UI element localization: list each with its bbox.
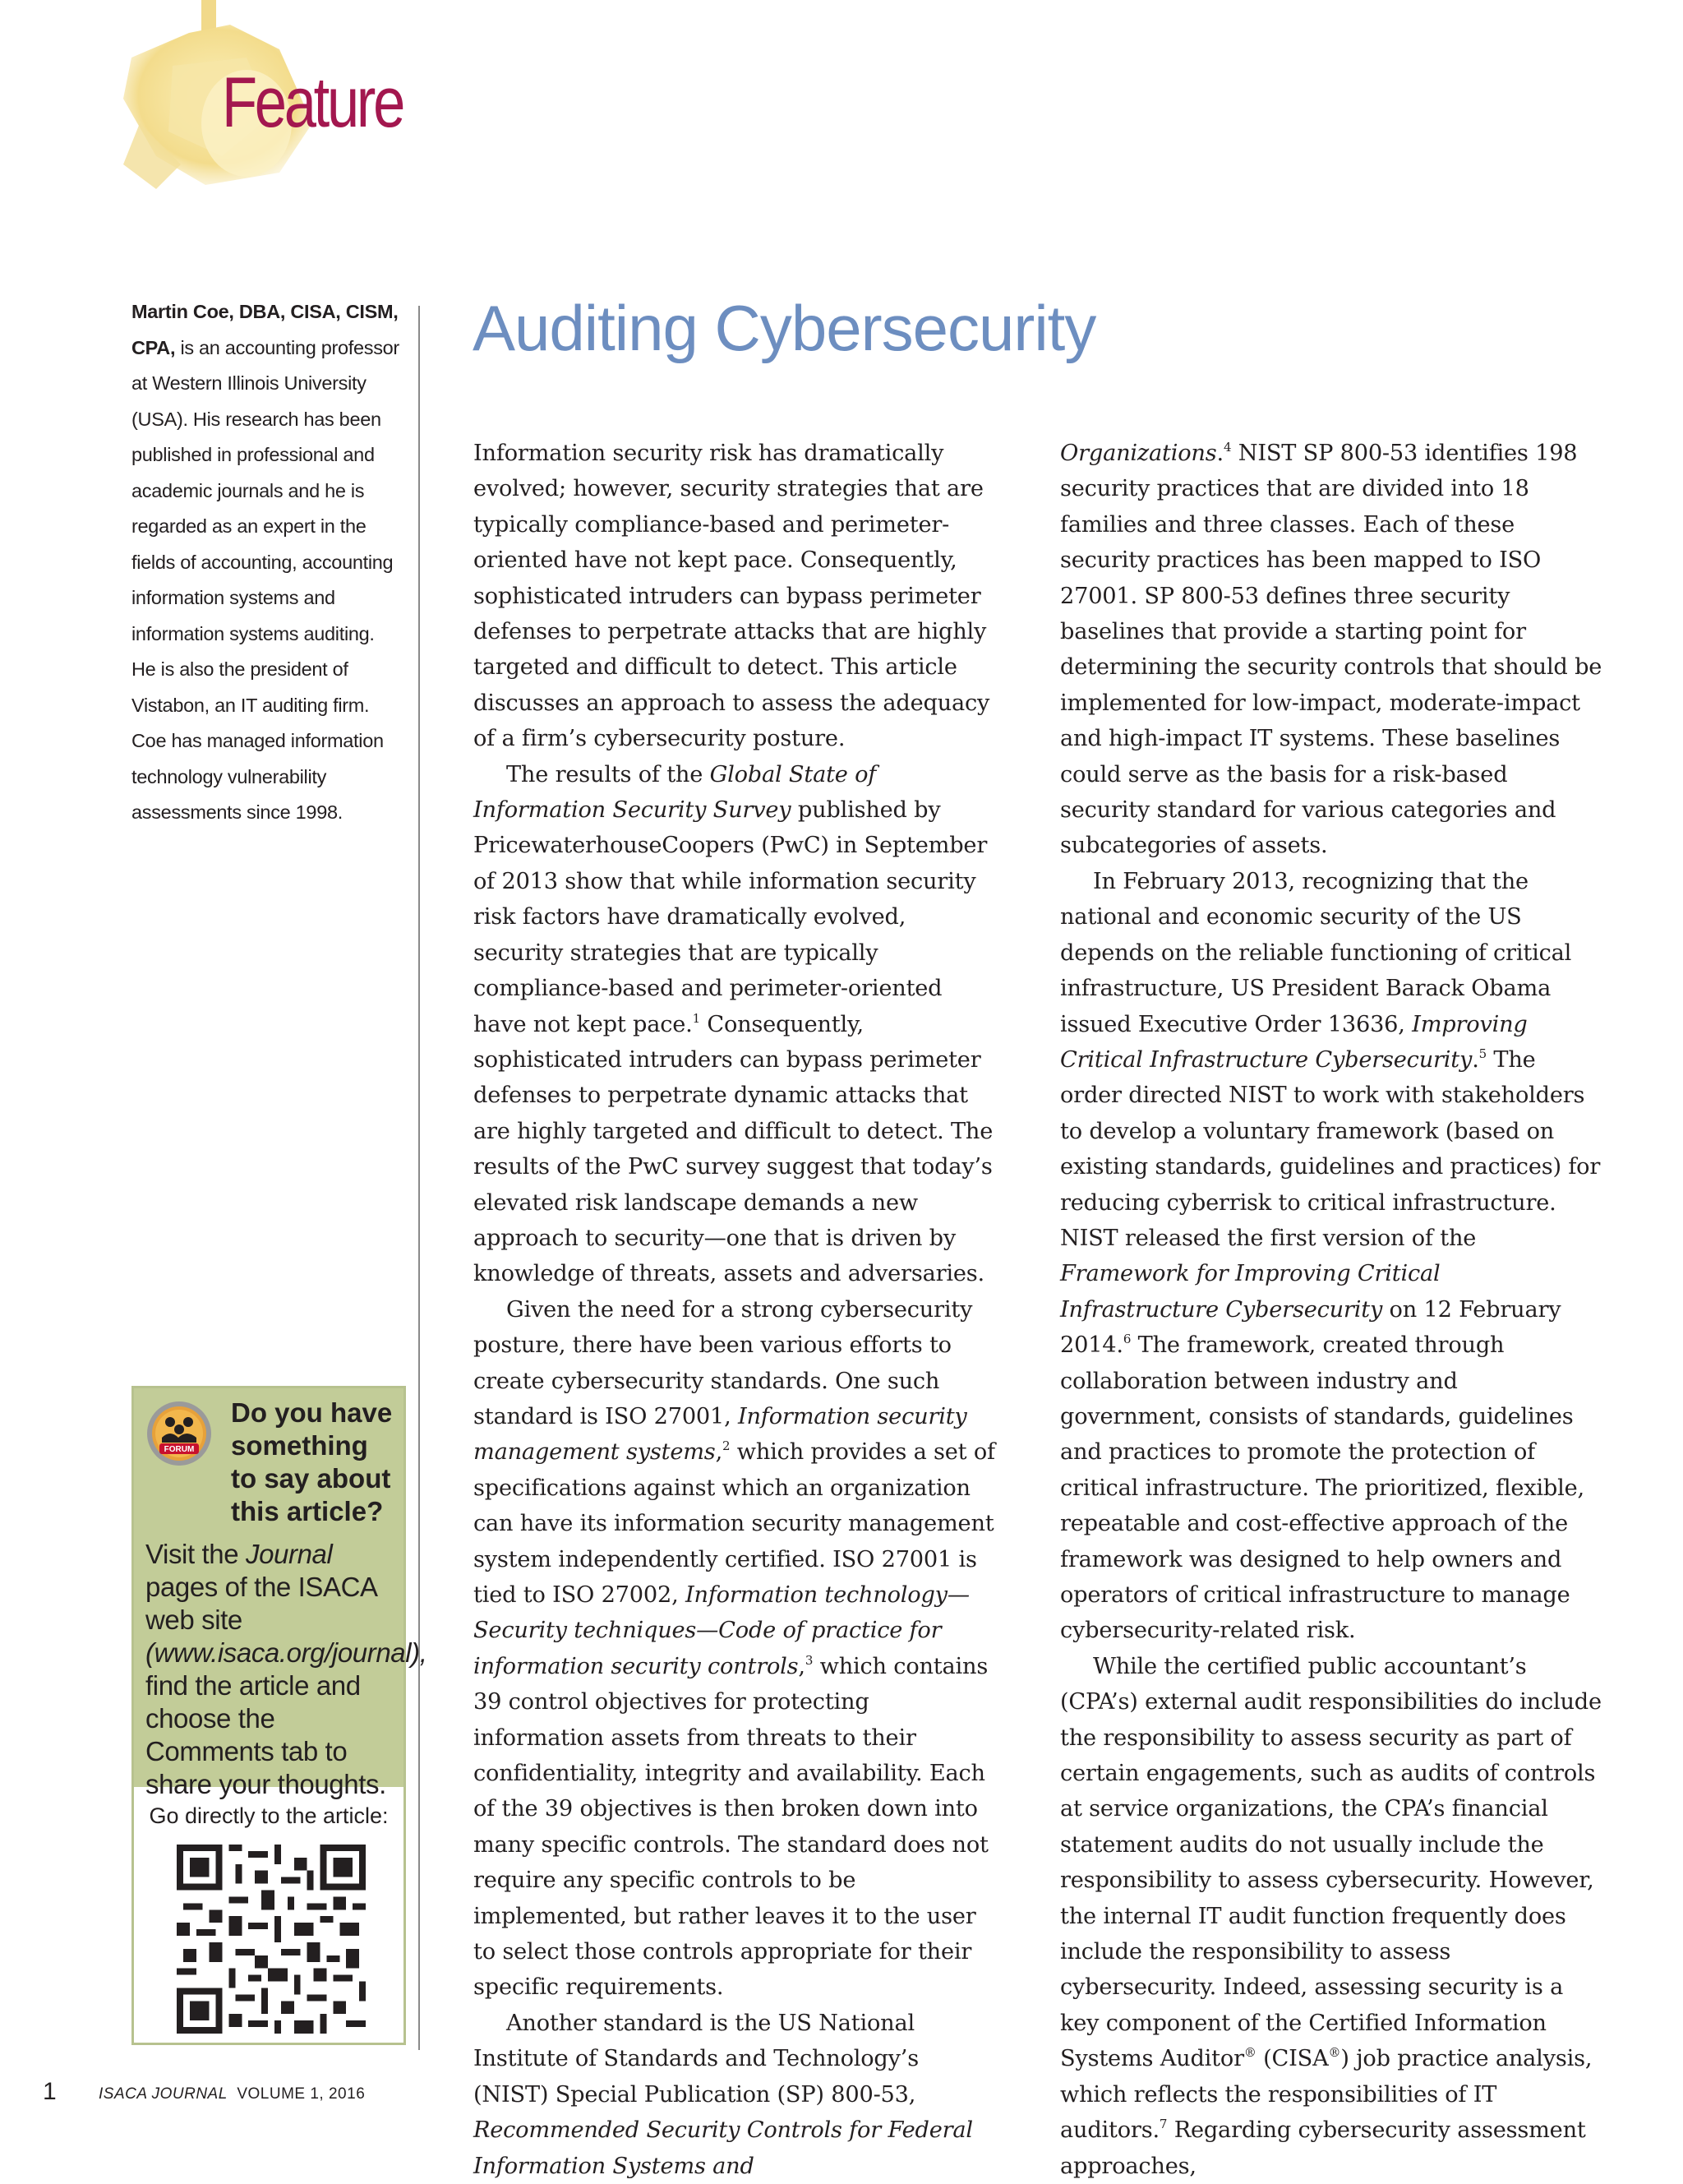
- forum-icon-label: FORUM: [164, 1445, 195, 1454]
- footnote-ref: 3: [805, 1652, 814, 1668]
- section-label: Feature: [222, 63, 403, 142]
- forum-callout: [131, 1386, 427, 2045]
- author-bio-text: is an accounting professor at Western Illinois University (USA). His research has been published in professional and academic journals and he is regarded as an expert in the fields of accounting, accounting information systems and information systems auditing. He is also the president of Vistabon, an IT auditing firm. Coe has managed information technology vulnerability assessments since 1998.: [131, 336, 399, 823]
- registered-mark: ®: [1328, 2045, 1341, 2061]
- forum-text-3: find the article and choose the Comments tab to share your thoughts.: [145, 1670, 386, 1799]
- footnote-ref: 7: [1159, 2117, 1168, 2132]
- forum-icon: [145, 1400, 213, 1467]
- author-bio: [131, 294, 403, 831]
- forum-url-link[interactable]: (www.isaca.org/journal),: [145, 1637, 427, 1668]
- article-title: Auditing Cybersecurity: [473, 292, 1096, 364]
- paragraph: Information security risk has dramatically evolved; however, security strategies that are typically compliance-based and perimeter-oriented have not kept pace. Consequently, sophisticated intruders can bypass perimeter defenses to perpetrate attacks that are highly targeted and difficult to detect. This article discusses an approach to assess the adequacy of a firm’s cybersecurity posture.: [473, 441, 990, 752]
- footnote-ref: 2: [722, 1438, 731, 1454]
- paragraph: Another standard is the US National Institute of Standards and Technology’s (NIST) Special Publication (SP) 800-53, Recommended Security Controls for Federal Information Systems and: [473, 2010, 973, 2179]
- paragraph: Organizations.$^4$ NIST SP 800-53 identifies 198 security practices that are divided into 18 families and three classes. Each of these security practices has been mapped to ISO 27001. SP 800-53 defines three security baselines that provide a starting point for determining the security controls that should be implemented for low-impact, moderate-impact and high-impact IT systems. These baselines could serve as the basis for a risk-based security standard for various categories and subcategories of assets.: [1060, 440, 1602, 859]
- forum-text-2: pages of the ISACA web site: [145, 1572, 376, 1635]
- paragraph: The results of the Global State of Information Security Survey published by PricewaterhouseCoopers (PwC) in September of 2013 show that while information security risk factors have dramatically evolved, security strategies that are typically compliance-based and perimeter-oriented have not kept pace.$^1$ Consequently, sophisticated intruders can bypass perimeter defenses to perpetrate dynamic attacks that are highly targeted and difficult to detect. The results of the PwC survey suggest that today’s elevated risk landscape demands a new approach to security—one that is driven by knowledge of threats, assets and adversaries.: [473, 761, 994, 1287]
- qr-code[interactable]: [177, 1845, 366, 2034]
- forum-direct-label: Go directly to the article:: [149, 1803, 389, 1828]
- forum-journal-word: Journal: [245, 1539, 333, 1569]
- journal-name: ISACA JOURNAL: [99, 2085, 228, 2103]
- page-number: 1: [43, 2078, 57, 2105]
- forum-question: Do you have something to say about this article?: [231, 1397, 393, 1526]
- journal-volume: VOLUME 1, 2016: [237, 2085, 366, 2103]
- paragraph: Given the need for a strong cybersecurity posture, there have been various efforts to create cybersecurity standards. One such standard is ISO 27001, Information security management systems,$^2$ which provides a set of specifications against which an organization can have its information security management system independently certified. ISO 27001 is tied to ISO 27002, Information technology—Security techniques—Code of practice for information security controls,$^3$ which contains 39 control objectives for protecting information assets from threats to their confidentiality, integrity and availability. Each of the 39 objectives is then broken down into many specific controls. The standard does not require any specific controls to be implemented, but rather leaves it to the user to select those controls appropriate for their specific requirements.: [473, 1296, 995, 2001]
- footnote-ref: 5: [1478, 1046, 1487, 1061]
- footnote-ref: 4: [1223, 440, 1232, 455]
- column-divider: [418, 306, 420, 2050]
- footnote-ref: 1: [692, 1010, 700, 1026]
- forum-callout-header: [134, 1388, 427, 1799]
- body-column-2: [1060, 436, 1602, 2184]
- paragraph: While the certified public accountant’s (CPA’s) external audit responsibilities do include the responsibility to assess security as part of certain engagements, such as audits of controls at service organizations, the CPA’s financial statement audits do not usually include the responsibility to assess cybersecurity. However, the internal IT audit function frequently does include the responsibility to assess cybersecurity. Indeed, assessing security is a key component of the Certified Information Systems Auditor® (CISA®) job practice analysis, which reflects the responsibilities of IT auditors.$^7$ Regarding cybersecurity assessment approaches,: [1060, 1653, 1602, 2179]
- author-name: Martin Coe, DBA, CISA, CISM, CPA,: [131, 301, 399, 358]
- body-column-1: [473, 436, 999, 2184]
- paragraph: In February 2013, recognizing that the national and economic security of the US depends on the reliable functioning of critical infrastructure, US President Barack Obama issued Executive Order 13636, Improving Critical Infrastructure Cybersecurity.$^5$ The order directed NIST to work with stakeholders to develop a voluntary framework (based on existing standards, guidelines and practices) for reducing cyberrisk to critical infrastructure. NIST released the first version of the Framework for Improving Critical Infrastructure Cybersecurity on 12 February 2014.$^6$ The framework, created through collaboration between industry and government, consists of standards, guidelines and practices to promote the protection of critical infrastructure. The prioritized, flexible, repeatable and cost-effective approach of the framework was designed to help owners and operators of critical infrastructure to manage cybersecurity-related risk.: [1060, 868, 1601, 1644]
- forum-body: [145, 1538, 427, 1801]
- footnote-ref: 6: [1123, 1332, 1132, 1347]
- publication-footer: [99, 2085, 365, 2103]
- forum-text-1: Visit the: [145, 1539, 246, 1569]
- registered-mark: ®: [1243, 2045, 1256, 2061]
